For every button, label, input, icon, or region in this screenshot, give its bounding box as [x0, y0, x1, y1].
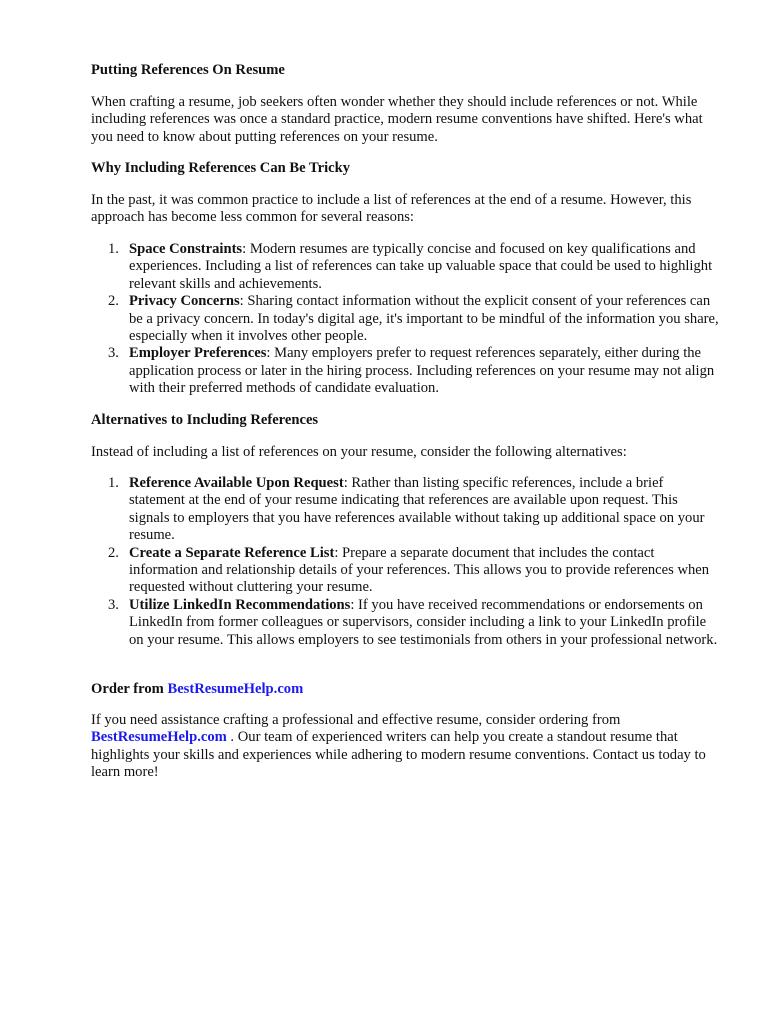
list-item-term: Employer Preferences: [129, 345, 267, 362]
intro-paragraph: When crafting a resume, job seekers often wonder whether they should include references or not. While including references was once a standard practice, modern resume conventions have shifted. Here's what you need to know about putting references on your resume.: [91, 94, 703, 145]
order-heading-prefix: Order from: [91, 681, 168, 697]
list-item-separator: :: [350, 596, 359, 613]
section-heading-tricky: Why Including References Can Be Tricky: [91, 160, 351, 176]
list-item: [91, 597, 719, 649]
list-item-text: Many employers prefer to request references separately, either during the application process or later in the hiring process. Including references on your resume may not align with their preferred methods of candidate evaluation.: [129, 345, 715, 397]
section-heading-alternatives: Alternatives to Including References: [91, 412, 319, 428]
order-paragraph-after: . Our team of experienced writers can help you create a standout resume that highlights your skills and experiences while adhering to modern resume conventions. Contact us today to learn more!: [91, 729, 706, 781]
list-number: 1.: [108, 241, 119, 257]
list-number: 2.: [108, 544, 119, 561]
list-number: 3.: [108, 596, 119, 613]
list-number: 1.: [108, 475, 119, 491]
list-item-separator: :: [266, 345, 275, 362]
list-item: [91, 345, 719, 397]
list-item-term: Space Constraints: [129, 241, 243, 257]
list-item-text: If you have received recommendations or endorsements on LinkedIn from former colleagues or supervisors, consider including a link to your LinkedIn profile on your resume. This allows employers to see testimonials from others in your professional network.: [129, 596, 718, 648]
list-item-term: Reference Available Upon Request: [129, 475, 344, 491]
list-item-separator: :: [343, 475, 352, 491]
section-alternatives-paragraph: Instead of including a list of references on your resume, consider the following alternatives:: [91, 444, 627, 460]
list-item: [91, 293, 719, 345]
list-number: 3.: [108, 345, 119, 362]
list-item-text: Modern resumes are typically concise and focused on key qualifications and experiences. Including a list of references can take up valuable space that could be used to highlight relevant skills and achievements.: [129, 241, 713, 292]
list-number: 2.: [108, 293, 119, 310]
document-title: Putting References On Resume: [91, 62, 285, 78]
list-item: [91, 545, 719, 597]
list-item-term: Utilize LinkedIn Recommendations: [129, 596, 351, 613]
bestresumehelp-inline-link[interactable]: BestResumeHelp.com: [91, 729, 227, 746]
list-item-text: Rather than listing specific references, include a brief statement at the end of your resume indicating that references are available upon request. This signals to employers that you have references available without taking up additional space on your resume.: [129, 475, 705, 544]
list-item: [91, 241, 719, 293]
alternatives-list: [91, 475, 719, 649]
section-heading-order: [91, 681, 303, 698]
list-item-term: Privacy Concerns: [129, 293, 240, 310]
section-tricky-paragraph: In the past, it was common practice to include a list of references at the end of a resume. However, this approach has become less common for several reasons:: [91, 192, 692, 226]
list-item-separator: :: [239, 293, 248, 310]
list-item-text: Prepare a separate document that includes the contact information and relationship details of your references. This allows you to provide references when requested without cluttering your resume.: [129, 544, 710, 596]
reasons-list: [91, 241, 719, 398]
list-item-term: Create a Separate Reference List: [129, 544, 335, 561]
order-paragraph: [91, 712, 719, 782]
list-item-separator: :: [334, 544, 343, 561]
list-item-text: Sharing contact information without the explicit consent of your references can be a privacy concern. In today's digital age, it's important to be mindful of the information you share, especially when it involves other people.: [129, 293, 719, 345]
list-item-separator: :: [242, 241, 250, 257]
bestresumehelp-heading-link[interactable]: BestResumeHelp.com: [167, 681, 304, 697]
order-paragraph-before: If you need assistance crafting a professional and effective resume, consider ordering from: [91, 712, 621, 728]
list-item: [91, 475, 719, 545]
